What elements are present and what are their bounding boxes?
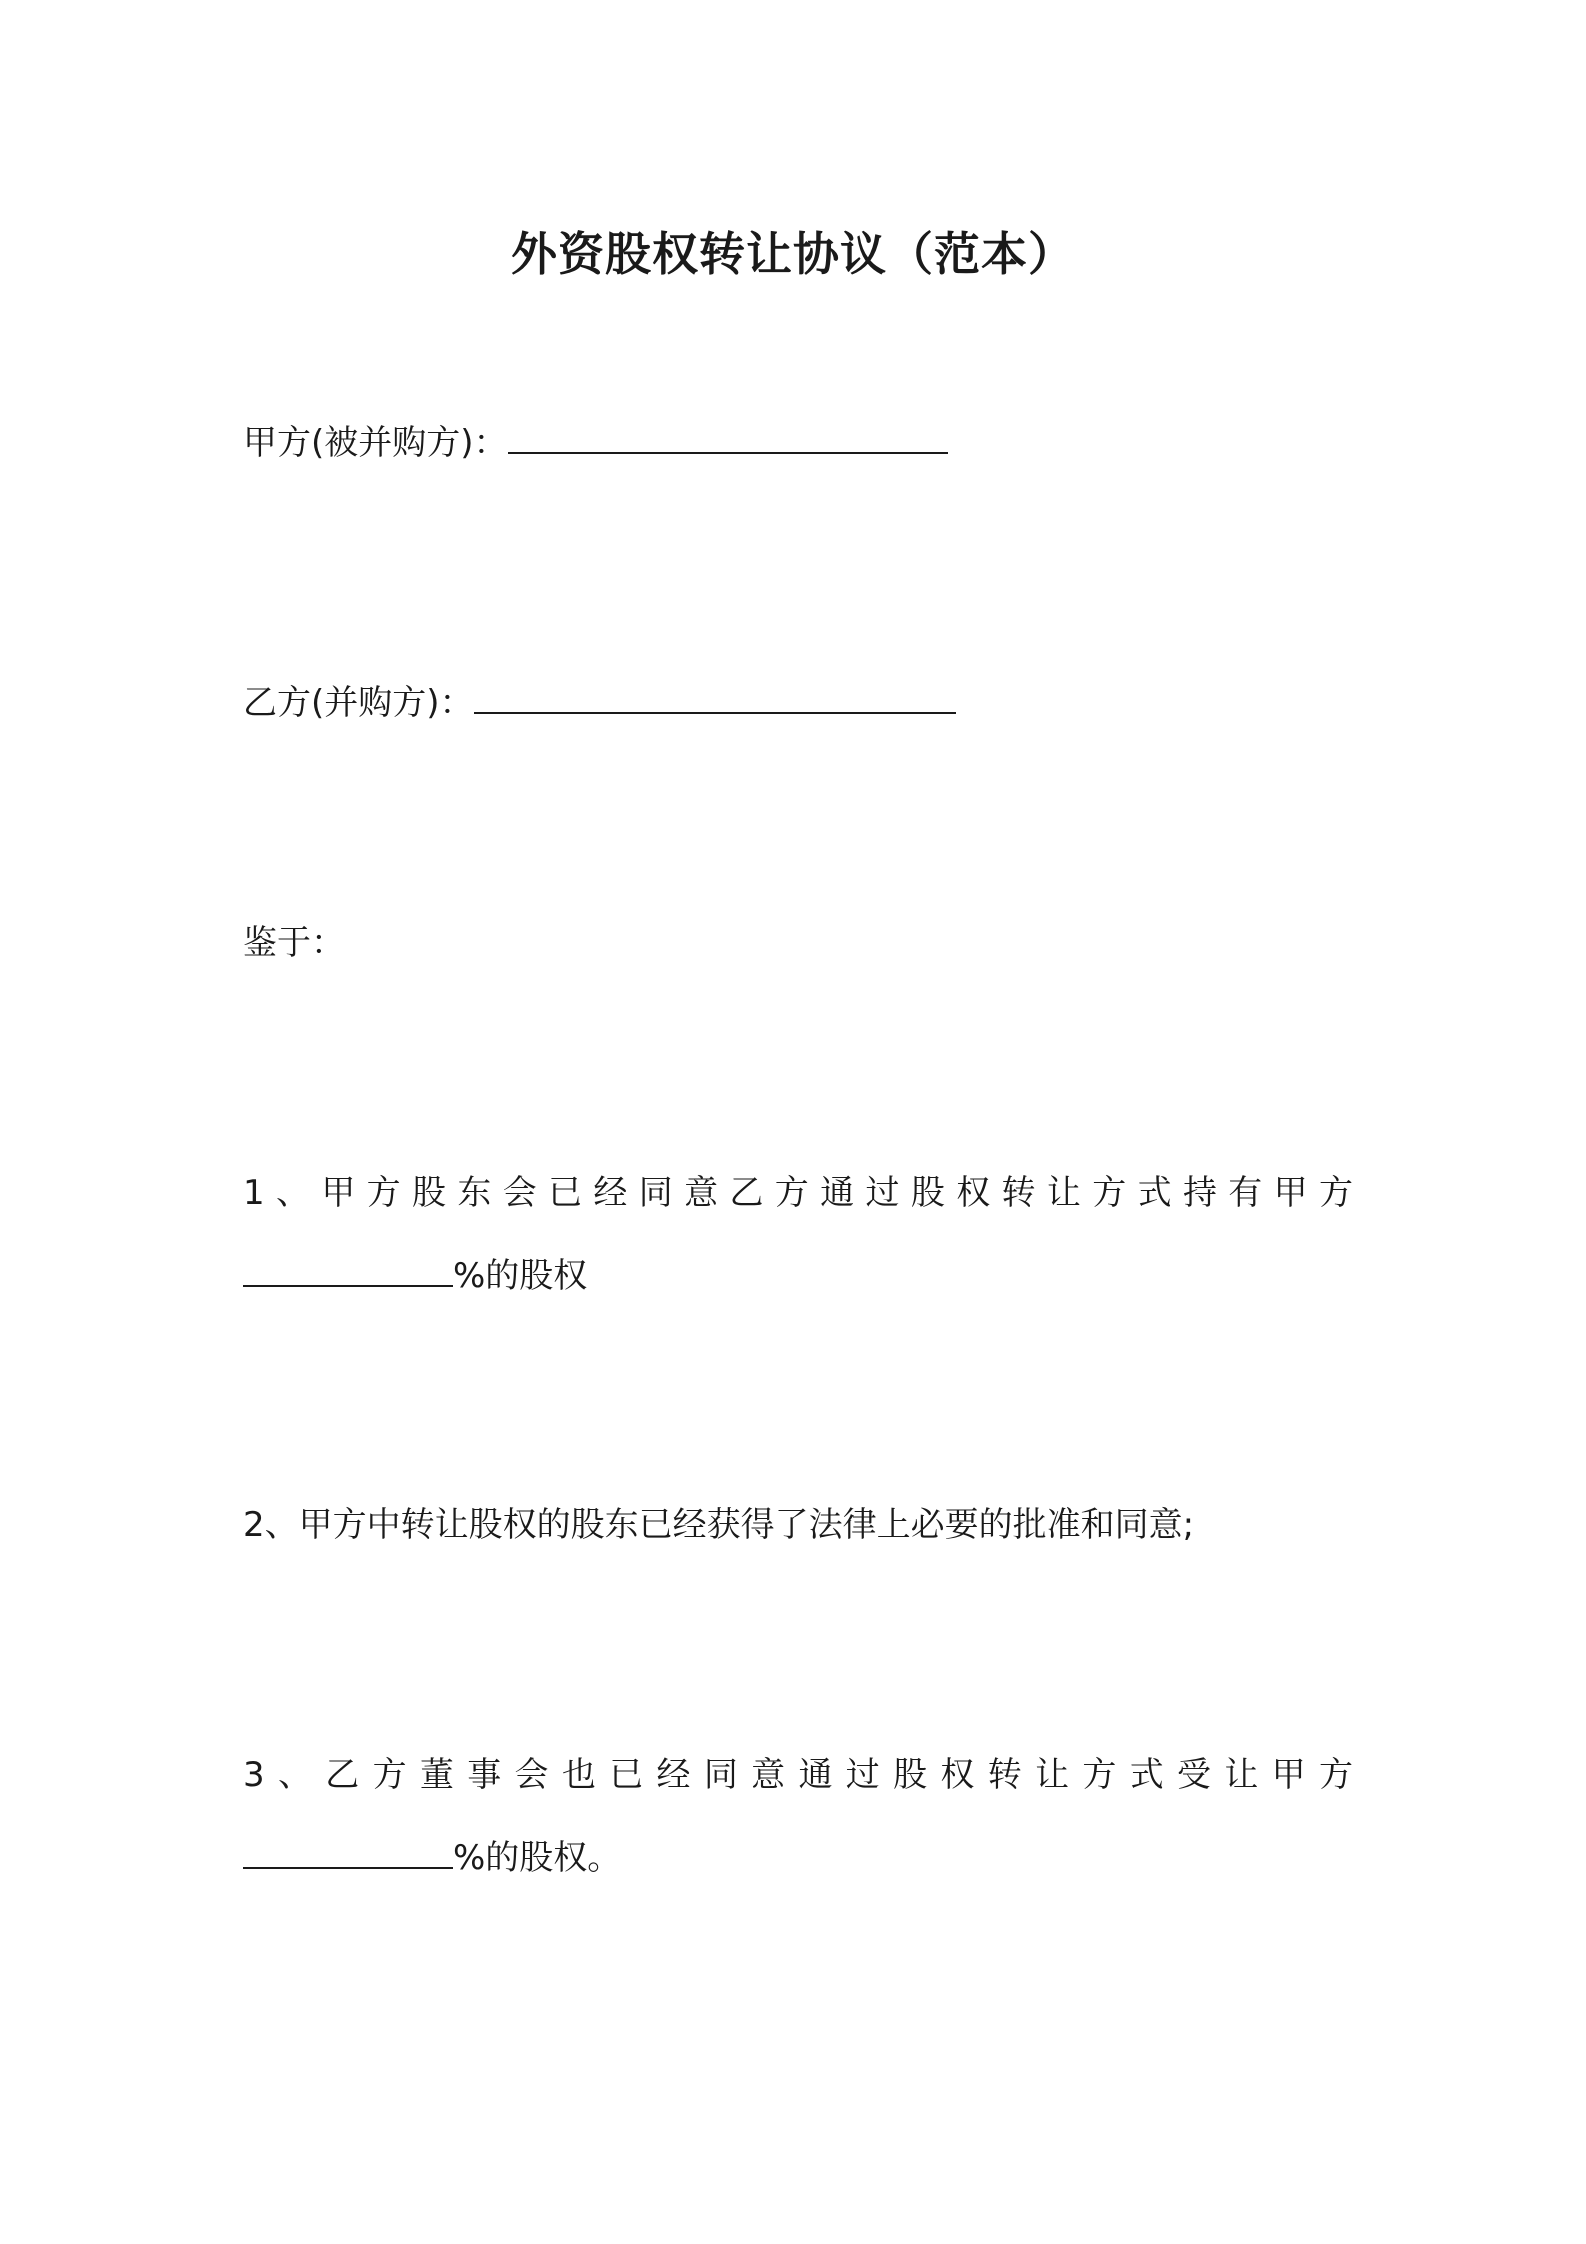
clause-3-line-1: 3、乙方董事会也已经同意通过股权转让方式受让甲方: [243, 1755, 1353, 1795]
clause-1-suffix: %的股权: [453, 1256, 588, 1296]
whereas-heading: 鉴于：: [243, 923, 345, 963]
party-a-blank: [508, 418, 948, 454]
party-a-label: 甲方(被并购方)：: [243, 423, 508, 463]
clause-3-blank: [243, 1833, 453, 1869]
clause-1-line-2: [243, 1248, 587, 1297]
party-b-blank: [474, 678, 956, 714]
party-b-label: 乙方(并购方)：: [243, 683, 474, 723]
party-b-line: [243, 675, 956, 724]
clause-1-line-1: 1、甲方股东会已经同意乙方通过股权转让方式持有甲方: [243, 1173, 1353, 1213]
clause-2: 2、甲方中转让股权的股东已经获得了法律上必要的批准和同意;: [243, 1505, 1195, 1545]
clause-1-blank: [243, 1251, 453, 1287]
clause-3-suffix: %的股权。: [453, 1838, 622, 1878]
party-a-line: [243, 415, 948, 464]
clause-3-line-2: [243, 1830, 621, 1879]
document-title: 外资股权转让协议（范本）: [511, 227, 1075, 281]
